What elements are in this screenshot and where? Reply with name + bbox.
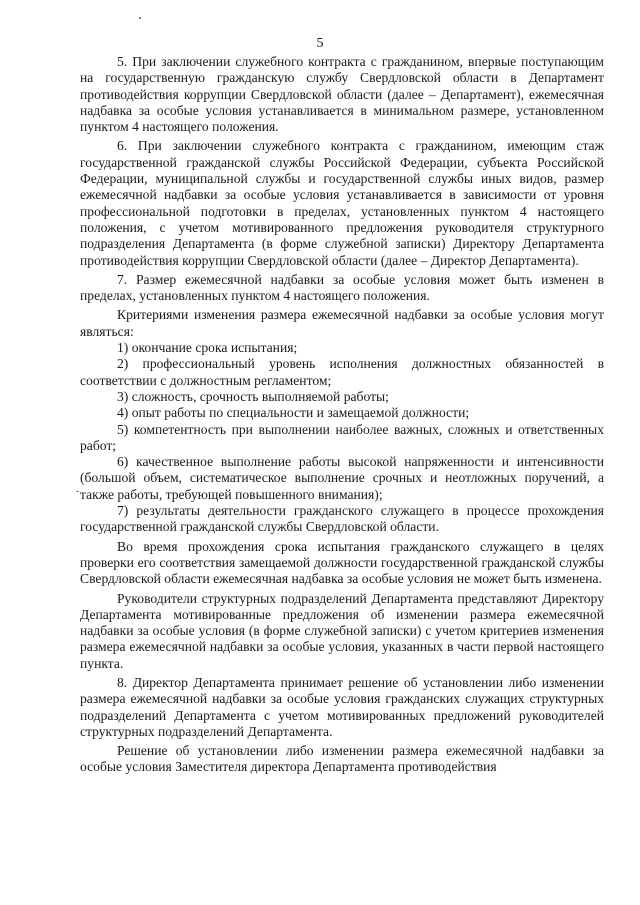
criteria-item-1: 1) окончание срока испытания; <box>117 340 298 356</box>
paragraph-heads-proposals: Руководители структурных подразделений Департамента представляют Директору Департамента мотивированные предложения об изменении размера ежемесячной надбавки за особые условия (в форме служебной записки) с учетом критериев изменения размера ежемесячной надбавки за особые условия, указанных в части первой настоящего пункта. <box>80 590 604 671</box>
scan-mark <box>76 491 79 492</box>
paragraph-item-5: 5. При заключении служебного контракта с гражданином, впервые поступающим на государственную гражданскую службу Свердловской области в Департамент противодействия коррупции Свердловской области (далее – Департамент), ежемесячная надбавка за особые условия устанавливается в минимальном размере, установленном пунктом 4 настоящего положения. <box>80 54 604 135</box>
criteria-item-6: 6) качественное выполнение работы высокой напряженности и интенсивности (большой объем, систематическое выполнение срочных и неотложных поручений, а также работы, требующей повышенного внимания); <box>80 454 604 502</box>
paragraph-item-6: 6. При заключении служебного контракта с гражданином, имеющим стаж государственной гражданской службы Российской Федерации, субъекта Российской Федерации, муниципальной службы и государственной службы иных видов, размер ежемесячной надбавки за особые условия устанавливается в зависимости от уровня профессиональной подготовки в пределах, установленных пунктом 4 настоящего положения, с учетом мотивированного предложения руководителя структурного подразделения Департамента (в форме служебной записки) Директору Департамента противодействия коррупции Свердловской области (далее – Директор Департамента). <box>80 138 604 268</box>
page-number: 5 <box>316 36 324 51</box>
criteria-item-2: 2) профессиональный уровень исполнения должностных обязанностей в соответствии с должностным регламентом; <box>80 356 604 388</box>
criteria-item-4: 4) опыт работы по специальности и замещаемой должности; <box>117 405 470 421</box>
document-body <box>80 54 604 776</box>
paragraph-item-8: 8. Директор Департамента принимает решение об установлении либо изменении размера ежемесячной надбавки за особые условия гражданских служащих структурных подразделений Департамента с учетом мотивированных предложений руководителей структурных подразделений Департамента. <box>80 674 604 739</box>
paragraph-decision-deputy: Решение об установлении либо изменении размера ежемесячной надбавки за особые условия Заместителя директора Департамента противодействия <box>80 743 604 775</box>
paragraph-item-7: 7. Размер ежемесячной надбавки за особые условия может быть изменен в пределах, установленных пунктом 4 настоящего положения. <box>80 271 604 304</box>
paragraph-criteria-intro: Критериями изменения размера ежемесячной надбавки за особые условия могут являться: <box>80 307 604 339</box>
scan-speck <box>139 17 141 19</box>
paragraph-probation: Во время прохождения срока испытания гражданского служащего в целях проверки его соответствия замещаемой должности государственной гражданской службы Свердловской области ежемесячная надбавка за особые условия не может быть изменена. <box>80 538 604 587</box>
criteria-item-5: 5) компетентность при выполнении наиболее важных, сложных и ответственных работ; <box>80 421 604 453</box>
criteria-item-3: 3) сложность, срочность выполняемой работы; <box>117 388 389 404</box>
criteria-item-7: 7) результаты деятельности гражданского служащего в процессе прохождения государственной гражданской службы Свердловской области. <box>80 503 604 535</box>
